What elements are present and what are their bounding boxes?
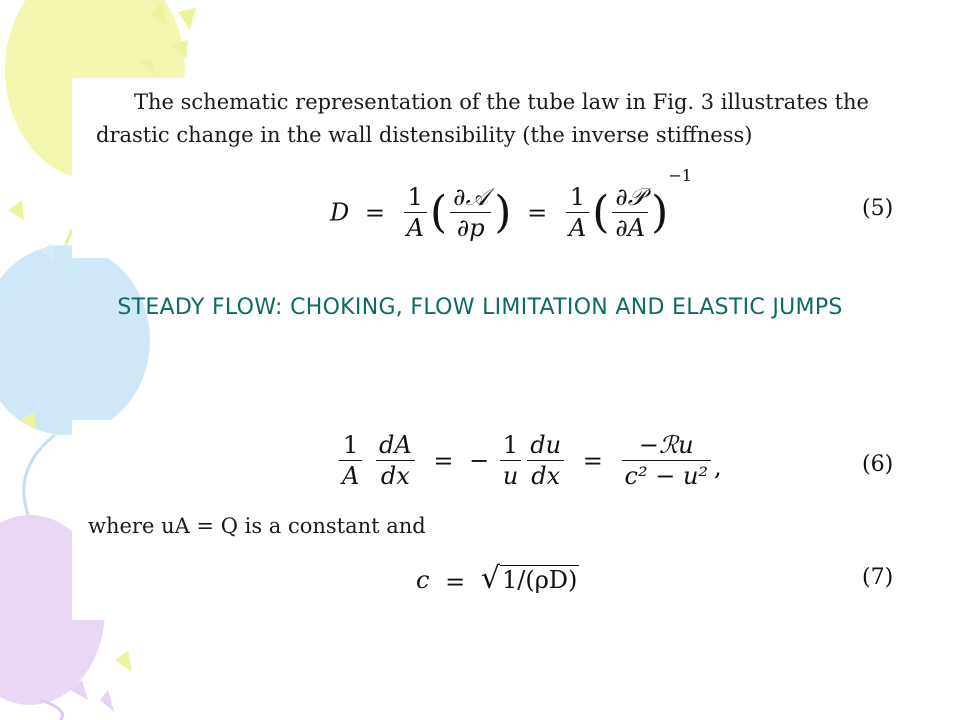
eq5-frac-2-den: ∂p: [456, 214, 485, 242]
eq6-frac-1-num: 1: [339, 430, 362, 461]
eq5-rparen-2: ): [651, 187, 669, 238]
eq7-lhs: c: [416, 566, 430, 594]
eq6-frac-4-num: du: [527, 430, 564, 461]
eq6-equals-1: =: [433, 446, 454, 475]
eq5-frac-4-num: ∂𝒫: [612, 182, 648, 213]
eq5-lparen-2: (: [592, 187, 610, 238]
eq6-comma: ,: [714, 453, 722, 481]
eq7-radicand: 1/(ρD): [501, 566, 578, 594]
eq5-frac-2: [450, 182, 491, 243]
intro-line-1: The schematic representation of the tube law in Fig. 3 illustrates the: [134, 90, 869, 114]
eq5-equals-1: =: [364, 198, 385, 227]
eq5-frac-3: [566, 182, 589, 243]
eq6-frac-5-num: −ℛu: [622, 430, 712, 461]
section-heading: STEADY FLOW: CHOKING, FLOW LIMITATION AND ELASTIC JUMPS: [117, 295, 843, 320]
equation-5-number: (5): [862, 196, 894, 221]
eq5-rparen-1: ): [494, 187, 512, 238]
eq5-frac-1-num: 1: [404, 182, 427, 213]
eq6-frac-4-den: dx: [531, 462, 561, 490]
eq5-equals-2: =: [527, 198, 548, 227]
eq5-lparen-1: (: [429, 187, 448, 238]
eq5-frac-2-num: ∂𝒜: [450, 182, 491, 213]
eq6-frac-3-den: u: [502, 462, 519, 490]
eq6-equals-2: =: [582, 446, 603, 475]
equation-6-number: (6): [862, 452, 894, 477]
eq5-exponent: −1: [668, 166, 692, 185]
eq5-frac-4-den: ∂A: [615, 214, 646, 242]
eq7-sqrt-sign: √: [480, 561, 500, 596]
intro-paragraph: [96, 86, 916, 152]
equation-5: [330, 166, 692, 243]
equation-7: [416, 561, 579, 596]
eq7-equals: =: [445, 567, 466, 596]
intro-line-2: drastic change in the wall distensibility (the inverse stiffness): [96, 123, 753, 147]
eq6-frac-1: [339, 430, 362, 491]
eq6-minus: −: [469, 446, 490, 475]
where-paragraph: where uA = Q is a constant and: [88, 514, 426, 538]
eq5-frac-1: [404, 182, 427, 243]
eq6-frac-3: [500, 430, 521, 491]
eq5-frac-3-den: A: [568, 214, 587, 242]
eq5-frac-4: [612, 182, 648, 243]
eq5-frac-1-den: A: [406, 214, 424, 242]
eq6-frac-5-den: c² − u²: [624, 462, 709, 490]
eq6-frac-4: [527, 430, 564, 491]
eq6-frac-2-den: dx: [380, 462, 410, 490]
eq6-frac-2: [376, 430, 415, 491]
equation-6: [336, 430, 722, 491]
eq6-frac-5: [622, 430, 712, 491]
eq6-frac-1-den: A: [342, 462, 360, 490]
eq6-frac-3-num: 1: [500, 430, 521, 461]
equation-7-number: (7): [862, 565, 894, 590]
eq5-lhs: D: [330, 198, 350, 227]
blue-balloon-icon: [0, 245, 150, 435]
eq5-frac-3-num: 1: [566, 182, 589, 213]
eq6-frac-2-num: dA: [376, 430, 415, 461]
